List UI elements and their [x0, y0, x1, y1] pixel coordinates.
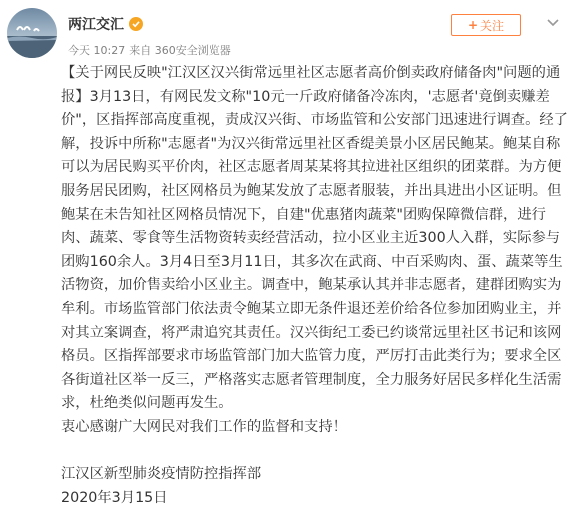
follow-button[interactable] — [451, 14, 521, 36]
post-meta — [68, 42, 231, 58]
post-signature: 江汉区新型肺炎疫情防控指挥部 — [61, 466, 262, 483]
post-time[interactable]: 今天 10:27 — [68, 44, 126, 57]
follow-label: 关注 — [480, 18, 505, 33]
post-header — [0, 0, 574, 64]
post-source: 来自 360安全浏览器 — [129, 44, 231, 57]
author-row — [68, 13, 143, 35]
post-date: 2020年3月15日 — [61, 489, 168, 506]
author-name[interactable]: 两江交汇 — [68, 17, 124, 33]
plus-icon: + — [467, 18, 479, 32]
post-content — [61, 62, 569, 510]
spacer — [61, 440, 569, 464]
post-thanks: 衷心感谢广大网民对我们工作的监督和支持！ — [61, 418, 347, 435]
verified-badge-icon — [129, 17, 143, 31]
avatar[interactable] — [7, 8, 57, 58]
avatar-image — [7, 8, 57, 58]
post-body: 【关于网民反映"江汉区汉兴街常远里社区志愿者高价倒卖政府储备肉"问题的通报】3月13日，有网民发文称"10元一斤政府储备冷冻肉，'志愿者'竟倒卖赚差价"，区指挥部高度重视，责成汉兴街、市场监管和公安部门迅速进行调查。经了解，投诉中所称"志愿者"为汉兴街常远里社区香缇美景小区居民鲍某。鲍某自称可以为居民购买平价肉，社区志愿者周某某将其拉进社区组织的团菜群。为方便服务居民团购，社区网格员为鲍某发放了志愿者服装，并出具进出小区证明。但鲍某在未告知社区网格员情况下，自建"优惠猪肉蔬菜"团购保障微信群，进行肉、蔬菜、零食等生活物资转卖经营活动，拉小区业主近300人入群，实际参与团购160余人。3月4日至3月11日，其多次在武商、中百采购肉、蛋、蔬菜等生活物资，加价售卖给小区业主。调查中，鲍某承认其并非志愿者，建群团购实为牟利。市场监管部门依法责令鲍某立即无条件退还差价给各位参加团购业主，并对其立案调查，将严肃追究其责任。汉兴街纪工委已约谈常远里社区书记和该网格员。区指挥部要求市场监管部门加大监管力度，严厉打击此类行为；要求全区各街道社区举一反三，严格落实志愿者管理制度，全力服务好居民多样化生活需求，杜绝类似问题再发生。 — [61, 65, 568, 412]
chevron-down-icon[interactable] — [543, 13, 563, 33]
